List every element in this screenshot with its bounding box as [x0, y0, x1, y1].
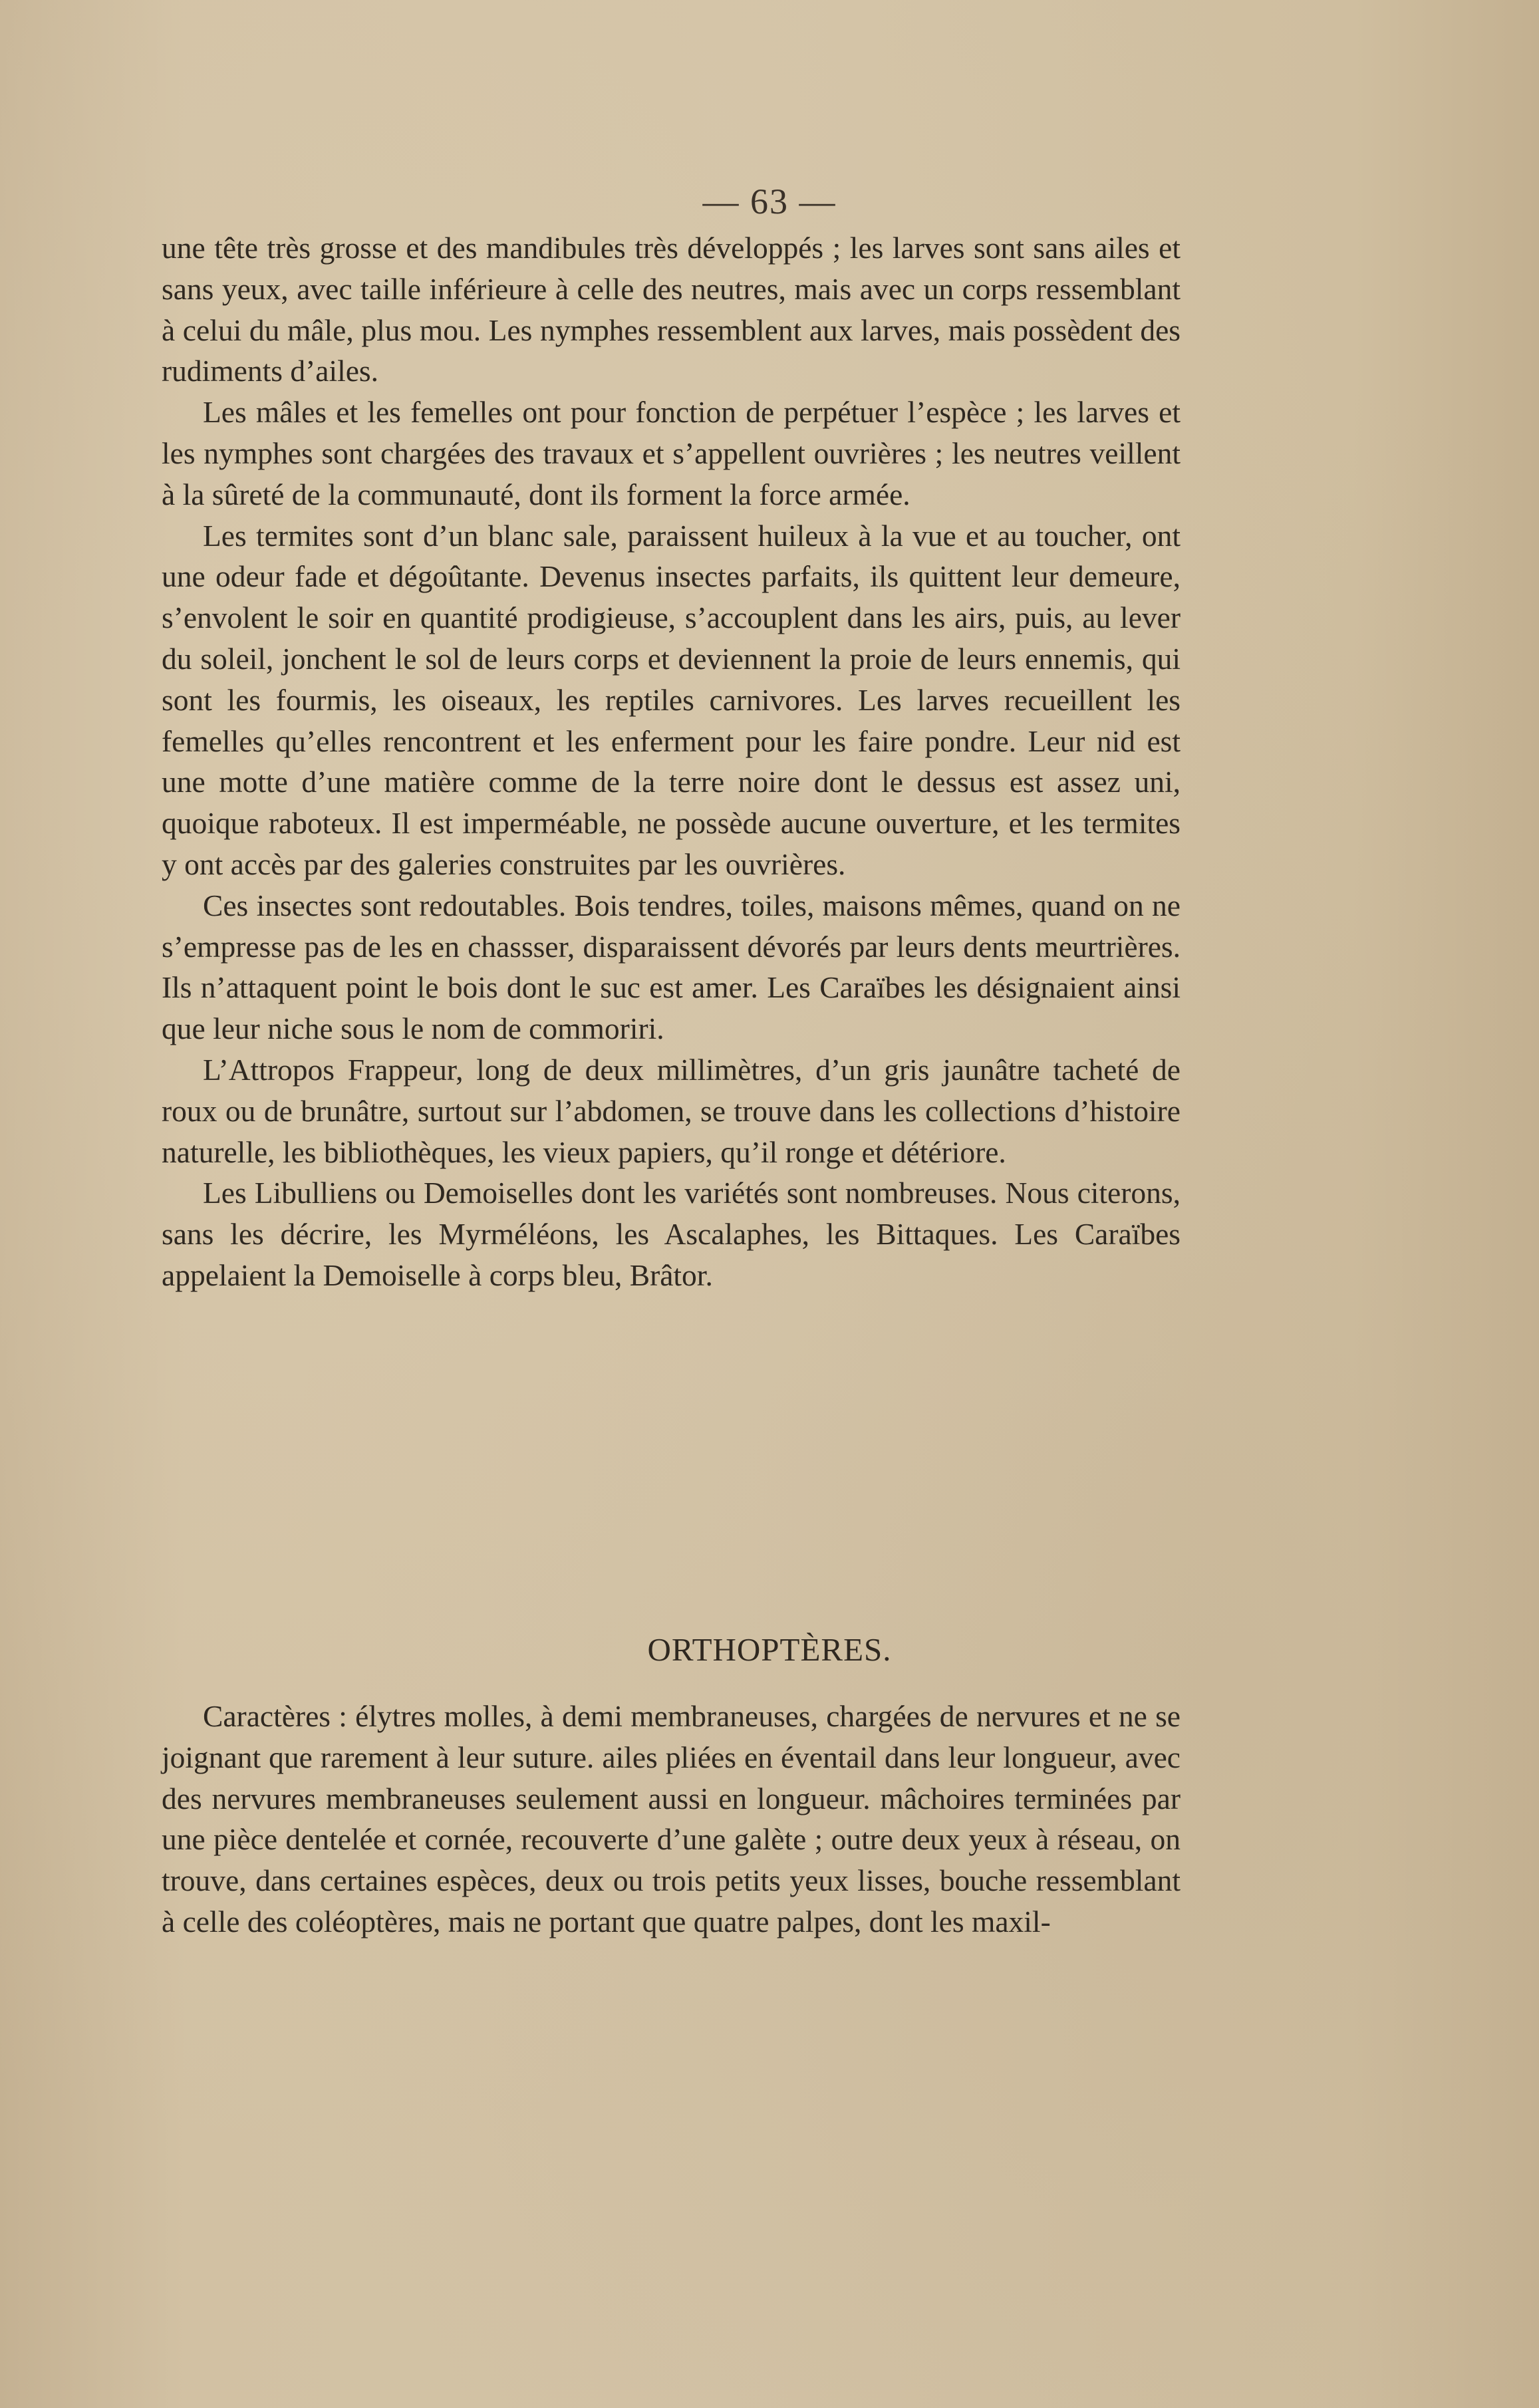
paragraph-demoiselles: Les Libulliens ou Demoiselles dont les variétés sont nombreuses. Nous citerons, sans les décrire, les Myrméléons, les Ascalaphes, les Bittaques. Les Caraïbes appelaient la Demoiselle à corps bleu, Brâtor. — [162, 1176, 1181, 1292]
paragraph-damage: Ces insectes sont redoutables. Bois tendres, toiles, maisons mêmes, quand on ne s’empresse pas de les en chassser, disparaissent dévorés par leurs dents meurtrières. Ils n’attaquent point le bois dont le suc est amer. Les Caraïbes les désignaient ainsi que leur niche sous le nom de commoriri. — [162, 888, 1181, 1046]
paragraph-termite-description: Les termites sont d’un blanc sale, paraissent huileux à la vue et au toucher, ont une odeur fade et dégoûtante. Devenus insectes parfaits, ils quittent leur demeure, s’envolent le soir en quantité prodigieuse, s’accouplent dans les airs, puis, au lever du soleil, jonchent le sol de leurs corps et deviennent la proie de leurs ennemis, qui sont les fourmis, les oiseaux, les reptiles carnivores. Les larves recueillent les femelles qu’elles rencontrent et les enferment pour les faire pondre. Leur nid est une motte d’une matière comme de la terre noire dont le dessus est assez uni, quoique raboteux. Il est imperméable, ne possède aucune ouverture, et les termites y ont accès par des galeries construites par les ouvrières. — [162, 518, 1181, 881]
page-number: — 63 — — [702, 182, 837, 221]
section-body-text — [162, 1696, 1181, 1942]
body-text — [162, 227, 1181, 1296]
paragraph-roles: Les mâles et les femelles ont pour fonction de perpétuer l’espèce ; les larves et les nymphes sont chargées des travaux et s’appellent ouvrières ; les neutres veillent à la sûreté de la communauté, dont ils forment la force armée. — [162, 395, 1181, 511]
paragraph-termite-castes: une tête très grosse et des mandibules très développés ; les larves sont sans ailes et sans yeux, avec taille inférieure à celle des neutres, mais avec un corps ressemblant à celui du mâle, plus mou. Les nymphes ressemblent aux larves, mais possèdent des rudiments d’ailes. — [162, 231, 1181, 388]
paragraph-orthopteres-characters: Caractères : élytres molles, à demi membraneuses, chargées de nervures et ne se joignant que rarement à leur suture. ailes pliées en éventail dans leur longueur, avec des nervures membraneuses seulement aussi en longueur. mâchoires terminées par une pièce dentelée et cornée, recouverte d’une galète ; outre deux yeux à réseau, on trouve, dans certaines espèces, deux ou trois petits yeux lisses, bouche ressemblant à celle des coléoptères, mais ne portant que quatre palpes, dont les maxil- — [162, 1699, 1181, 1939]
section-heading: ORTHOPTÈRES. — [647, 1631, 892, 1668]
paragraph-attropos: L’Attropos Frappeur, long de deux millimètres, d’un gris jaunâtre tacheté de roux ou de brunâtre, surtout sur l’abdomen, se trouve dans les collections d’histoire naturelle, les bibliothèques, les vieux papiers, qu’il ronge et détériore. — [162, 1052, 1181, 1169]
